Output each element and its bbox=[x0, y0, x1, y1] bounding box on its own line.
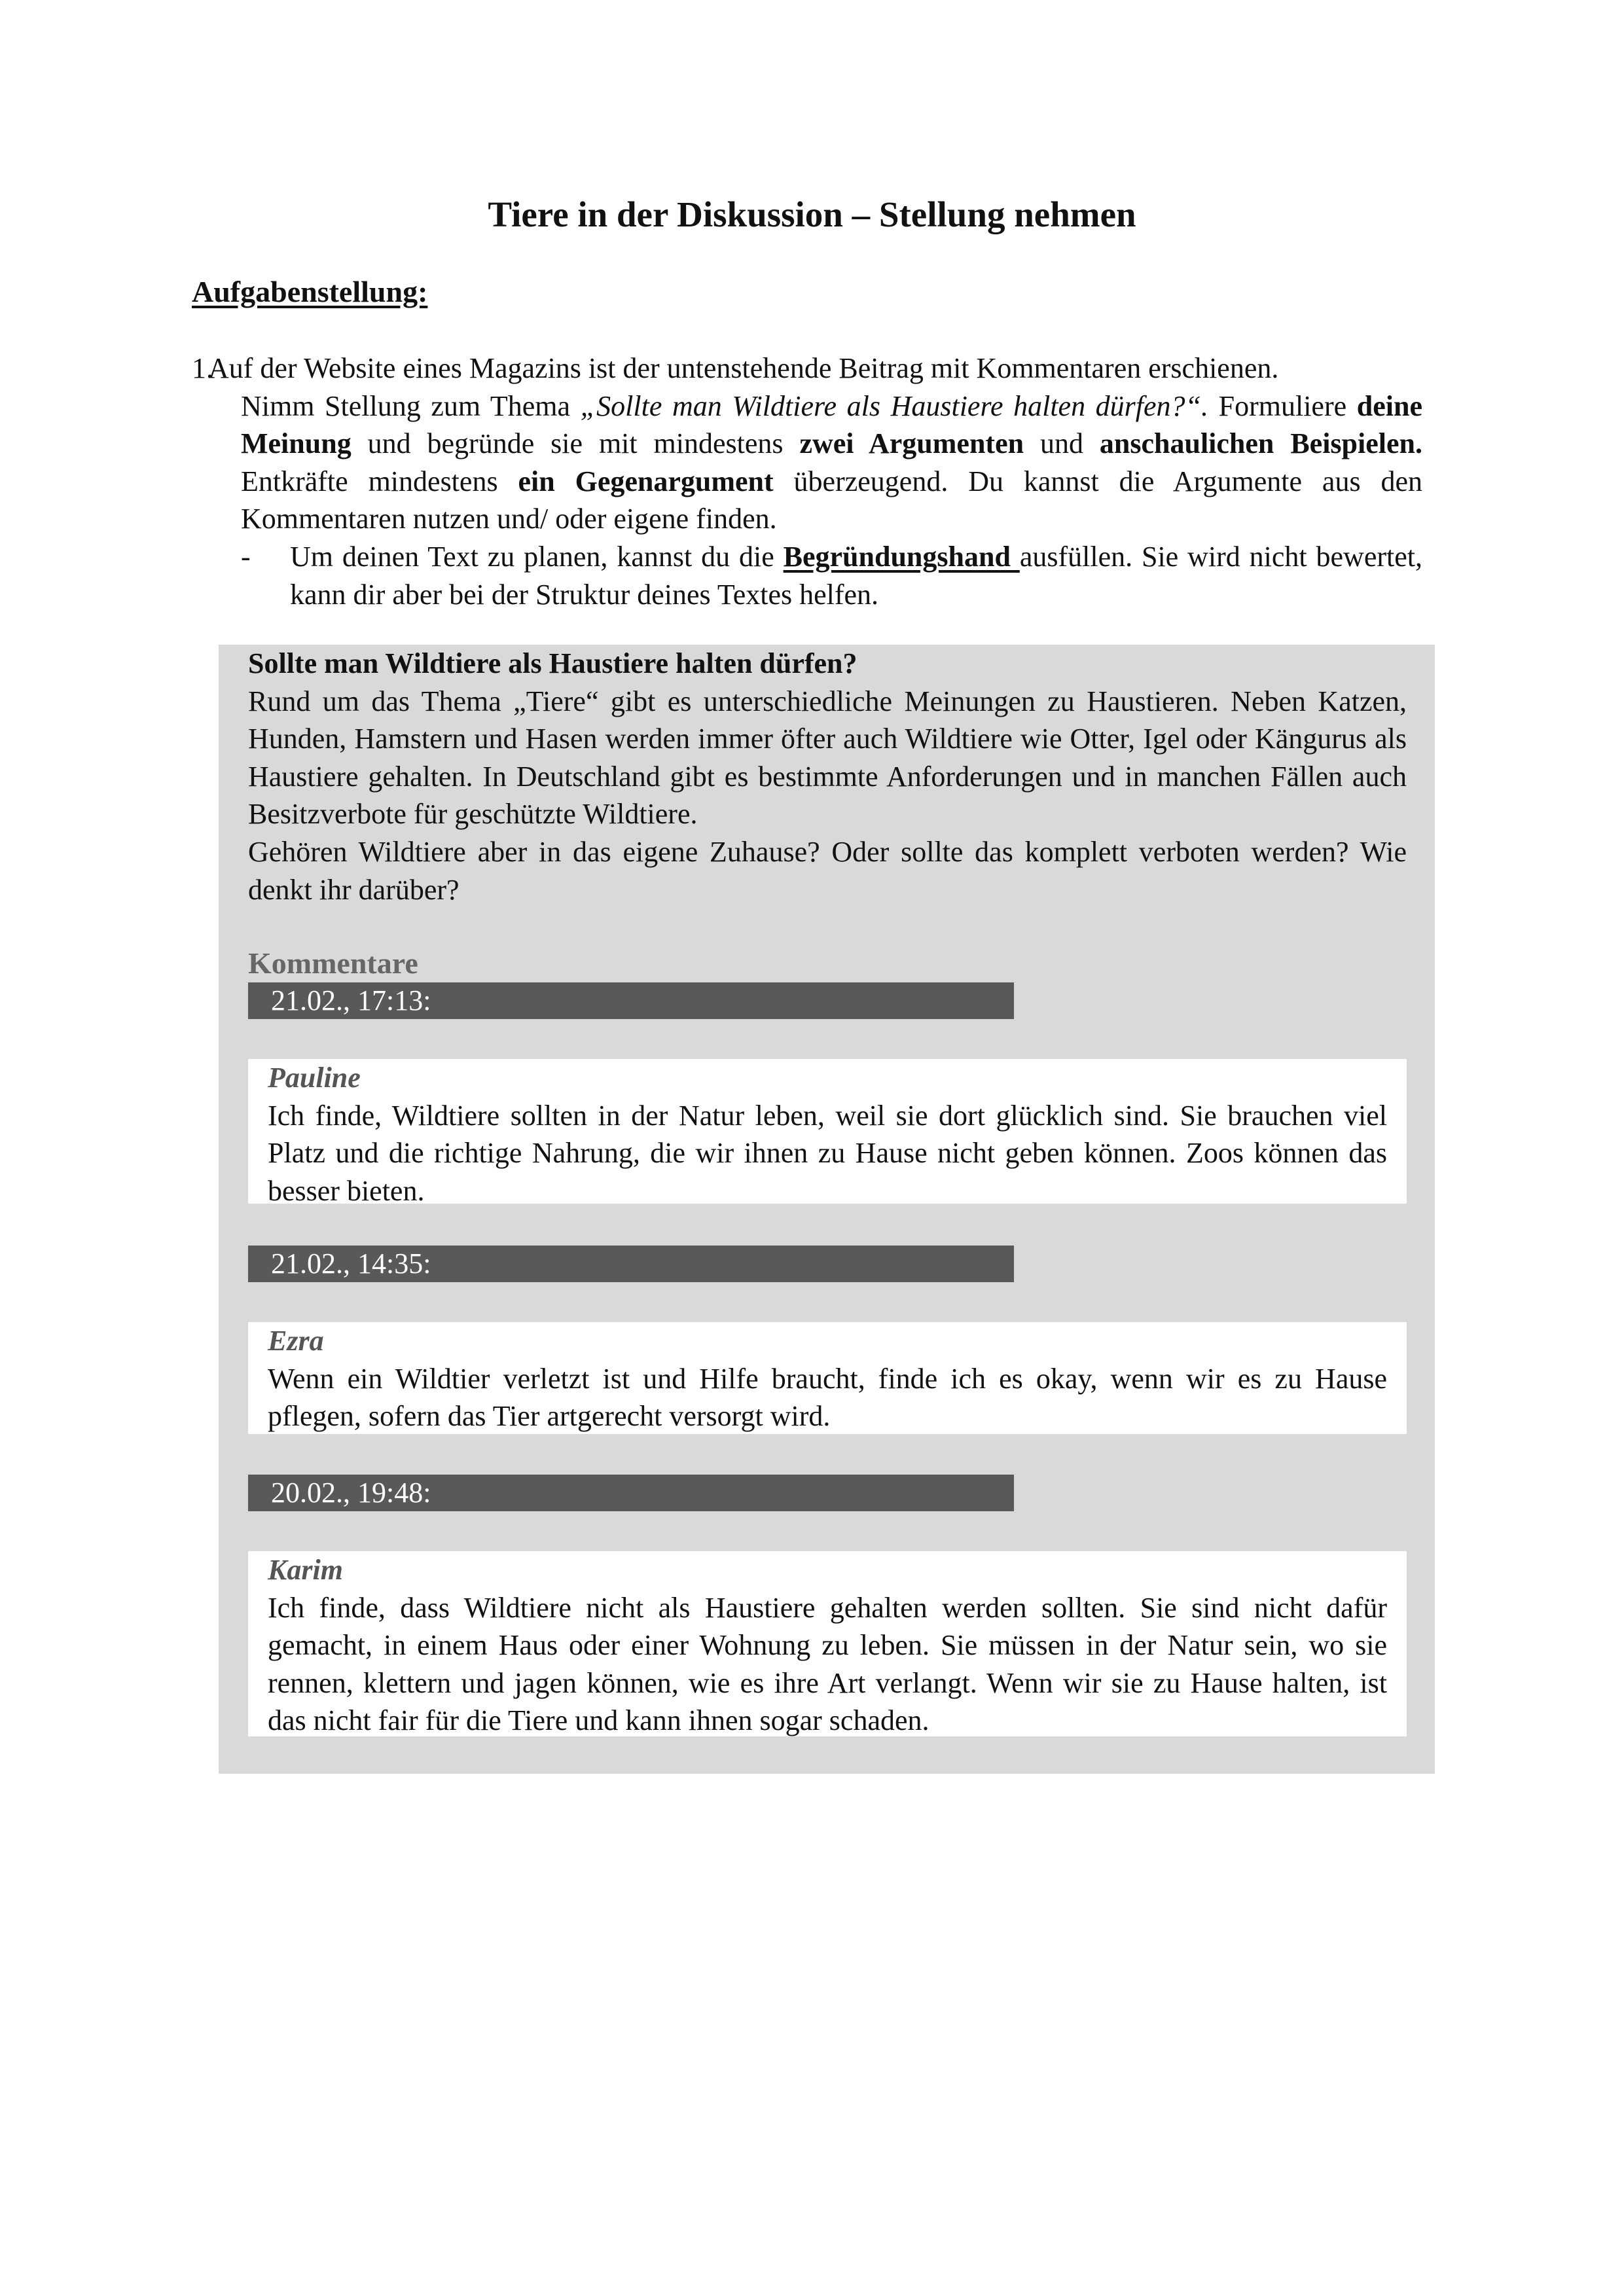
comment-text: Ich finde, Wildtiere sollten in der Natur leben, weil sie dort glücklich sind. Sie brauchen viel Platz und die richtige Nahrung, die wir ihnen zu Hause nicht geben können. Zoos können das besser bieten. bbox=[268, 1099, 1387, 1207]
task-text: Nimm Stellung zum Thema bbox=[241, 389, 581, 422]
article-heading: Sollte man Wildtiere als Haustiere halten dürfen? bbox=[248, 647, 857, 679]
task-heading: Aufgabenstellung: bbox=[192, 275, 428, 308]
task-number: 1. bbox=[192, 352, 213, 384]
comment-timestamp: 21.02., 17:13: bbox=[248, 982, 1014, 1019]
task-emphasis: deine Meinung bbox=[241, 389, 1422, 460]
comment-card bbox=[248, 1059, 1407, 1207]
task-hint bbox=[241, 538, 1422, 613]
comment-timestamp: 20.02., 19:48: bbox=[248, 1475, 1014, 1511]
task-body bbox=[208, 350, 1422, 538]
hint-text: ausfüllen. Sie wird nicht bewertet, kann dir aber bei der Struktur deines Textes helfen. bbox=[290, 540, 1422, 611]
article-text: Rund um das Thema „Tiere“ gibt es unterschiedliche Meinungen zu Haustieren. Neben Katzen, Hunden, Hamstern und Hasen werden immer öfter auch Wildtiere wie Otter, Igel oder Kängurus als Haustiere gehalten. In Deutschland gibt es bestimmte Anforderungen und in manchen Fällen auch Besitzverbote für geschützte Wildtiere. bbox=[248, 685, 1407, 831]
page-title: Tiere in der Diskussion – Stellung nehmen bbox=[488, 194, 1136, 234]
comments-label: Kommentare bbox=[248, 946, 418, 980]
task-text: und bbox=[1024, 427, 1100, 460]
comment-text: Ich finde, dass Wildtiere nicht als Haustiere gehalten werden sollten. Sie sind nicht dafür gemacht, in einem Haus oder einer Wohnung zu leben. Sie müssen in der Natur sein, wo sie rennen, klettern und jagen können, wie es ihre Art verlangt. Wenn wir sie zu Hause halten, ist das nicht fair für die Tiere und kann ihnen sogar schaden. bbox=[268, 1591, 1387, 1737]
article bbox=[248, 645, 1407, 908]
task-emphasis: anschaulichen Beispielen. bbox=[1099, 427, 1422, 460]
comment-text: Wenn ein Wildtier verletzt ist und Hilfe braucht, finde ich es okay, wenn wir es zu Hause pflegen, sofern das Tier artgerecht versorgt wird. bbox=[268, 1362, 1387, 1433]
task-item bbox=[192, 350, 1422, 613]
comment-timestamp: 21.02., 14:35: bbox=[248, 1246, 1014, 1282]
task-instructions bbox=[241, 387, 1422, 538]
article-question: Gehören Wildtiere aber in das eigene Zuhause? Oder sollte das komplett verboten werden? Wie denkt ihr darüber? bbox=[248, 835, 1407, 906]
task-text: und begründe sie mit mindestens bbox=[351, 427, 800, 460]
task-text: Formuliere bbox=[1208, 389, 1357, 422]
bullet-dash: - bbox=[241, 540, 251, 573]
begruendungshand-link[interactable]: Begründungshand bbox=[783, 540, 1020, 573]
comment-author: Ezra bbox=[268, 1325, 324, 1357]
task-text: Entkräfte mindestens bbox=[241, 465, 518, 497]
task-emphasis: ein Gegenargument bbox=[518, 465, 774, 497]
task-intro: Auf der Website eines Magazins ist der untenstehende Beitrag mit Kommentaren erschienen. bbox=[208, 352, 1279, 384]
hint-text: Um deinen Text zu planen, kannst du die bbox=[290, 540, 784, 573]
article-box bbox=[219, 645, 1435, 1774]
comment-card bbox=[248, 1551, 1407, 1736]
comment-author: Karim bbox=[268, 1554, 343, 1586]
comment-author: Pauline bbox=[268, 1062, 361, 1094]
task-topic: „Sollte man Wildtiere als Haustiere halten dürfen?“. bbox=[580, 389, 1209, 422]
task-text: überzeugend. Du kannst die Argumente aus den Kommentaren nutzen und/ oder eigene finden. bbox=[241, 465, 1422, 535]
comment-card bbox=[248, 1322, 1407, 1434]
task-emphasis: zwei Argumenten bbox=[799, 427, 1024, 460]
